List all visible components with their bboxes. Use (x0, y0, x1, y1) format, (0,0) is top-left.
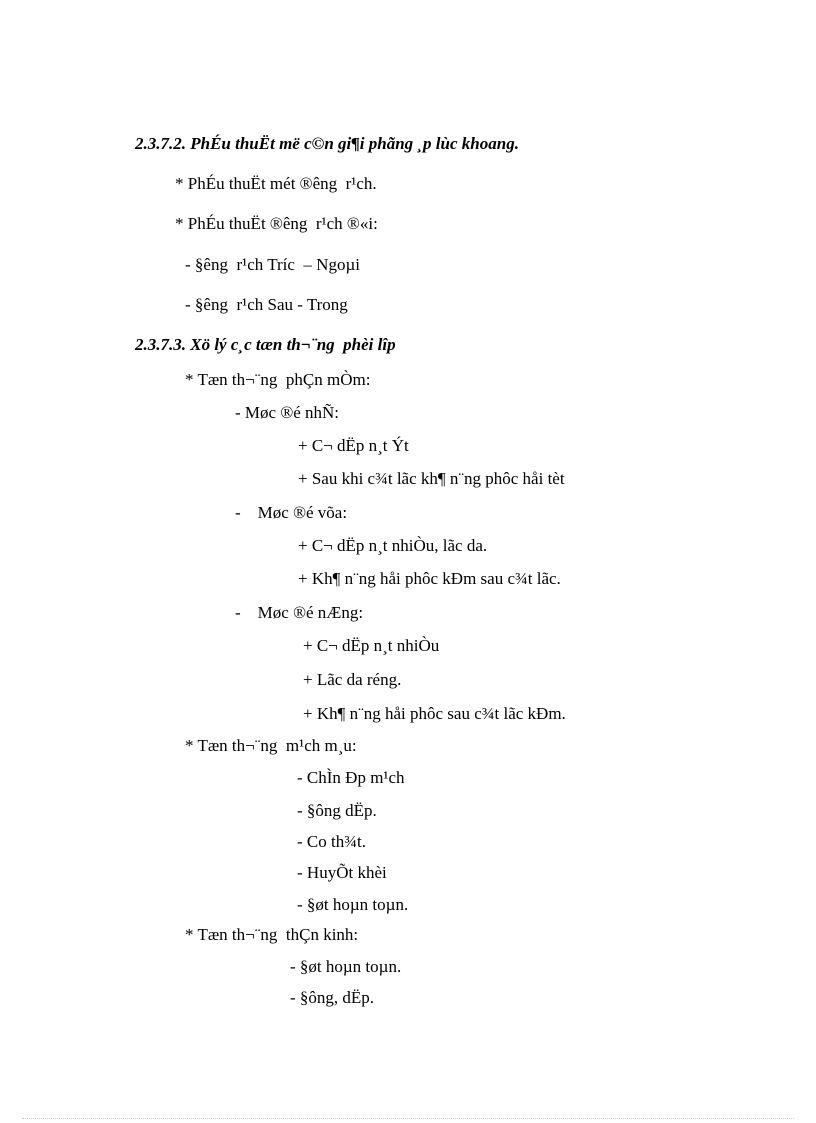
section-heading-2373: 2.3.7.3. Xö lý c¸c tæn th¬¨ng phèi lîp (135, 335, 396, 354)
list-item: - Co th¾t. (297, 832, 366, 851)
vascular-title: * Tæn th¬¨ng m¹ch m¸u: (185, 736, 357, 755)
soft-tissue-title: * Tæn th¬¨ng phÇn mÒm: (185, 370, 371, 389)
list-item: + C¬ dËp n¸t nhiÒu (303, 636, 440, 655)
list-item: + Lãc da réng. (303, 670, 402, 689)
list-item: - §øt hoµn toµn. (290, 957, 402, 976)
list-item: - HuyÕt khèi (297, 863, 387, 882)
list-item: - §êng r¹ch Tríc – Ngoµi (185, 255, 360, 274)
list-item: - §øt hoµn toµn. (297, 895, 409, 914)
list-item: * PhÉu thuËt ®êng r¹ch ®«i: (175, 214, 378, 233)
list-item: * PhÉu thuËt mét ®êng r¹ch. (175, 174, 377, 193)
list-item: - §êng r¹ch Sau - Trong (185, 295, 348, 314)
nerve-title: * Tæn th¬¨ng thÇn kinh: (185, 925, 359, 944)
list-item: - ChÌn Ðp m¹ch (297, 768, 405, 787)
section-heading-2372: 2.3.7.2. PhÉu thuËt më c©n gi¶i phãng ¸p lùc khoang. (135, 134, 519, 153)
list-item: - §ông dËp. (297, 801, 377, 820)
list-item: + Kh¶ n¨ng håi phôc kÐm sau c¾t lãc. (298, 569, 561, 588)
list-item: + Kh¶ n¨ng håi phôc sau c¾t lãc kÐm. (303, 704, 566, 723)
mild-label: - Møc ®é nhÑ: (235, 403, 340, 422)
list-item: + Sau khi c¾t lãc kh¶ n¨ng phôc håi tèt (298, 469, 565, 488)
list-item: - §ông, dËp. (290, 988, 375, 1007)
list-item: + C¬ dËp n¸t Ýt (298, 436, 409, 455)
moderate-label: - Møc ®é võa: (235, 503, 348, 522)
page-bottom-divider (22, 1118, 794, 1119)
list-item: + C¬ dËp n¸t nhiÒu, lãc da. (298, 536, 488, 555)
severe-label: - Møc ®é nÆng: (235, 603, 364, 622)
